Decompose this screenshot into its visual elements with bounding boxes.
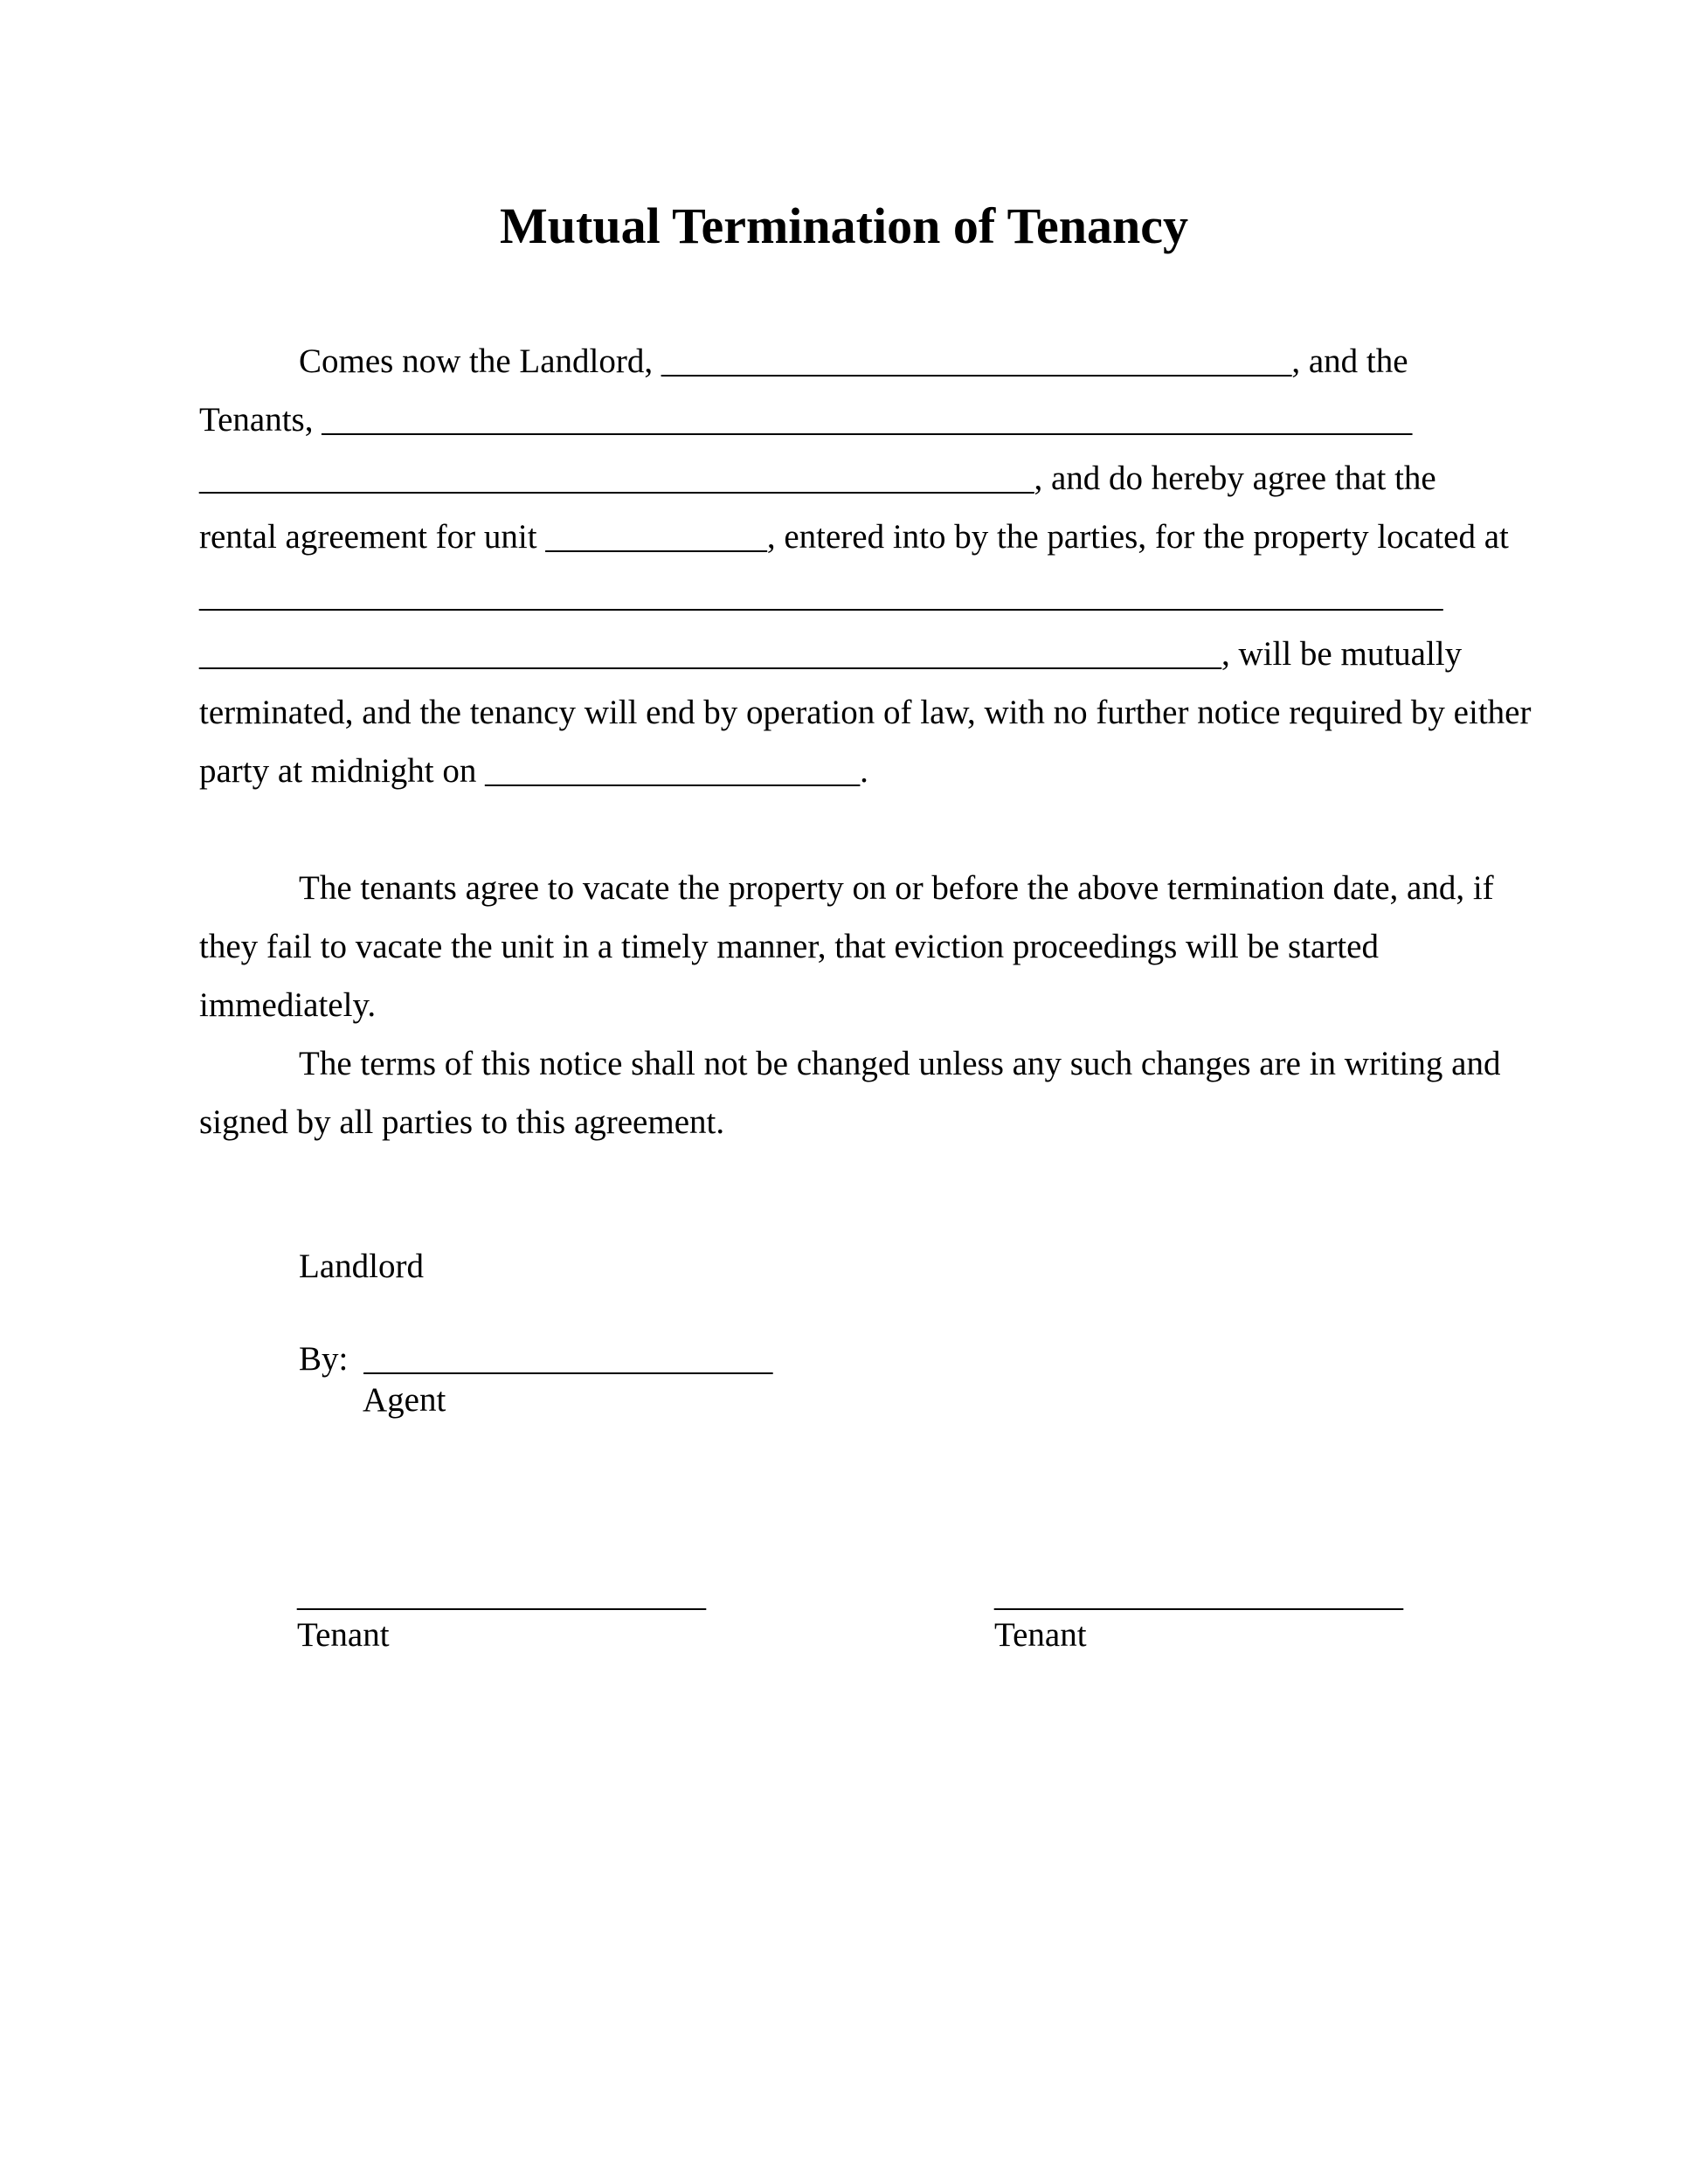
para-vacate-line-3	[199, 976, 1494, 1034]
paragraph-intro	[199, 332, 1531, 800]
blank-landlord-name: _____________________________________	[661, 342, 1292, 380]
text-run: , will be mutually	[1221, 635, 1463, 673]
para-intro-line-3	[199, 449, 1531, 508]
para-intro-line-8	[199, 742, 1531, 800]
para-vacate-line-2	[199, 917, 1494, 976]
text-run: Tenants,	[199, 401, 322, 439]
text-run: they fail to vacate the unit in a timely manner, that eviction proceedings will be started	[199, 928, 1379, 965]
text-run: signed by all parties to this agreement.	[199, 1103, 725, 1141]
tenant1-label: Tenant	[297, 1616, 390, 1654]
blank-property-address: _________________________________________________________________________	[199, 577, 1443, 614]
blank-tenant-names: ________________________________________________________________	[322, 401, 1413, 439]
text-run: rental agreement for unit	[199, 518, 546, 556]
para-intro-line-1	[199, 332, 1531, 390]
text-run: party at midnight on	[199, 752, 486, 790]
text-run: .	[860, 752, 868, 790]
landlord-section-label	[299, 1247, 424, 1287]
para-intro-line-2	[199, 390, 1531, 449]
text-run: , and the	[1291, 342, 1408, 380]
text-run: , and do hereby agree that the	[1034, 460, 1436, 497]
text-run: immediately.	[199, 986, 377, 1024]
text-run: Comes now the Landlord,	[299, 342, 661, 380]
blank-tenant1-signature: ________________________	[297, 1576, 706, 1614]
para-terms-line-1	[199, 1034, 1500, 1093]
para-intro-line-5	[199, 566, 1531, 625]
blank-property-address-continued: ____________________________________________________________	[199, 635, 1221, 673]
agent-label	[363, 1380, 446, 1420]
text-run: terminated, and the tenancy will end by operation of law, with no further notice required by either	[199, 694, 1532, 731]
text-run: The terms of this notice shall not be changed unless any such changes are in writing and	[299, 1045, 1501, 1082]
blank-agent-signature: ________________________	[363, 1340, 773, 1378]
tenant1-signature-area	[297, 1575, 706, 1655]
tenant2-signature-area	[994, 1575, 1403, 1655]
blank-tenant2-signature: ________________________	[994, 1576, 1403, 1614]
document-title: Mutual Termination of Tenancy	[500, 197, 1188, 254]
para-vacate-line-1	[199, 859, 1494, 917]
para-intro-line-6	[199, 625, 1531, 683]
tenant2-label: Tenant	[994, 1616, 1087, 1654]
para-intro-line-7	[199, 683, 1531, 742]
agent-label-text: Agent	[363, 1381, 446, 1419]
landlord-label: Landlord	[299, 1248, 424, 1285]
paragraph-terms	[199, 1034, 1500, 1151]
blank-unit-number: _____________	[545, 518, 767, 556]
para-intro-line-4	[199, 508, 1531, 566]
landlord-by-line	[299, 1339, 772, 1379]
by-label: By:	[299, 1340, 349, 1378]
blank-termination-date: ______________________	[485, 752, 861, 790]
text-run: The tenants agree to vacate the property on or before the above termination date, and, if	[299, 869, 1494, 907]
text-run: , entered into by the parties, for the property located at	[766, 518, 1509, 556]
paragraph-vacate	[199, 859, 1494, 1034]
blank-tenant-names-continued: _________________________________________________	[199, 460, 1034, 497]
para-terms-line-2	[199, 1093, 1500, 1151]
